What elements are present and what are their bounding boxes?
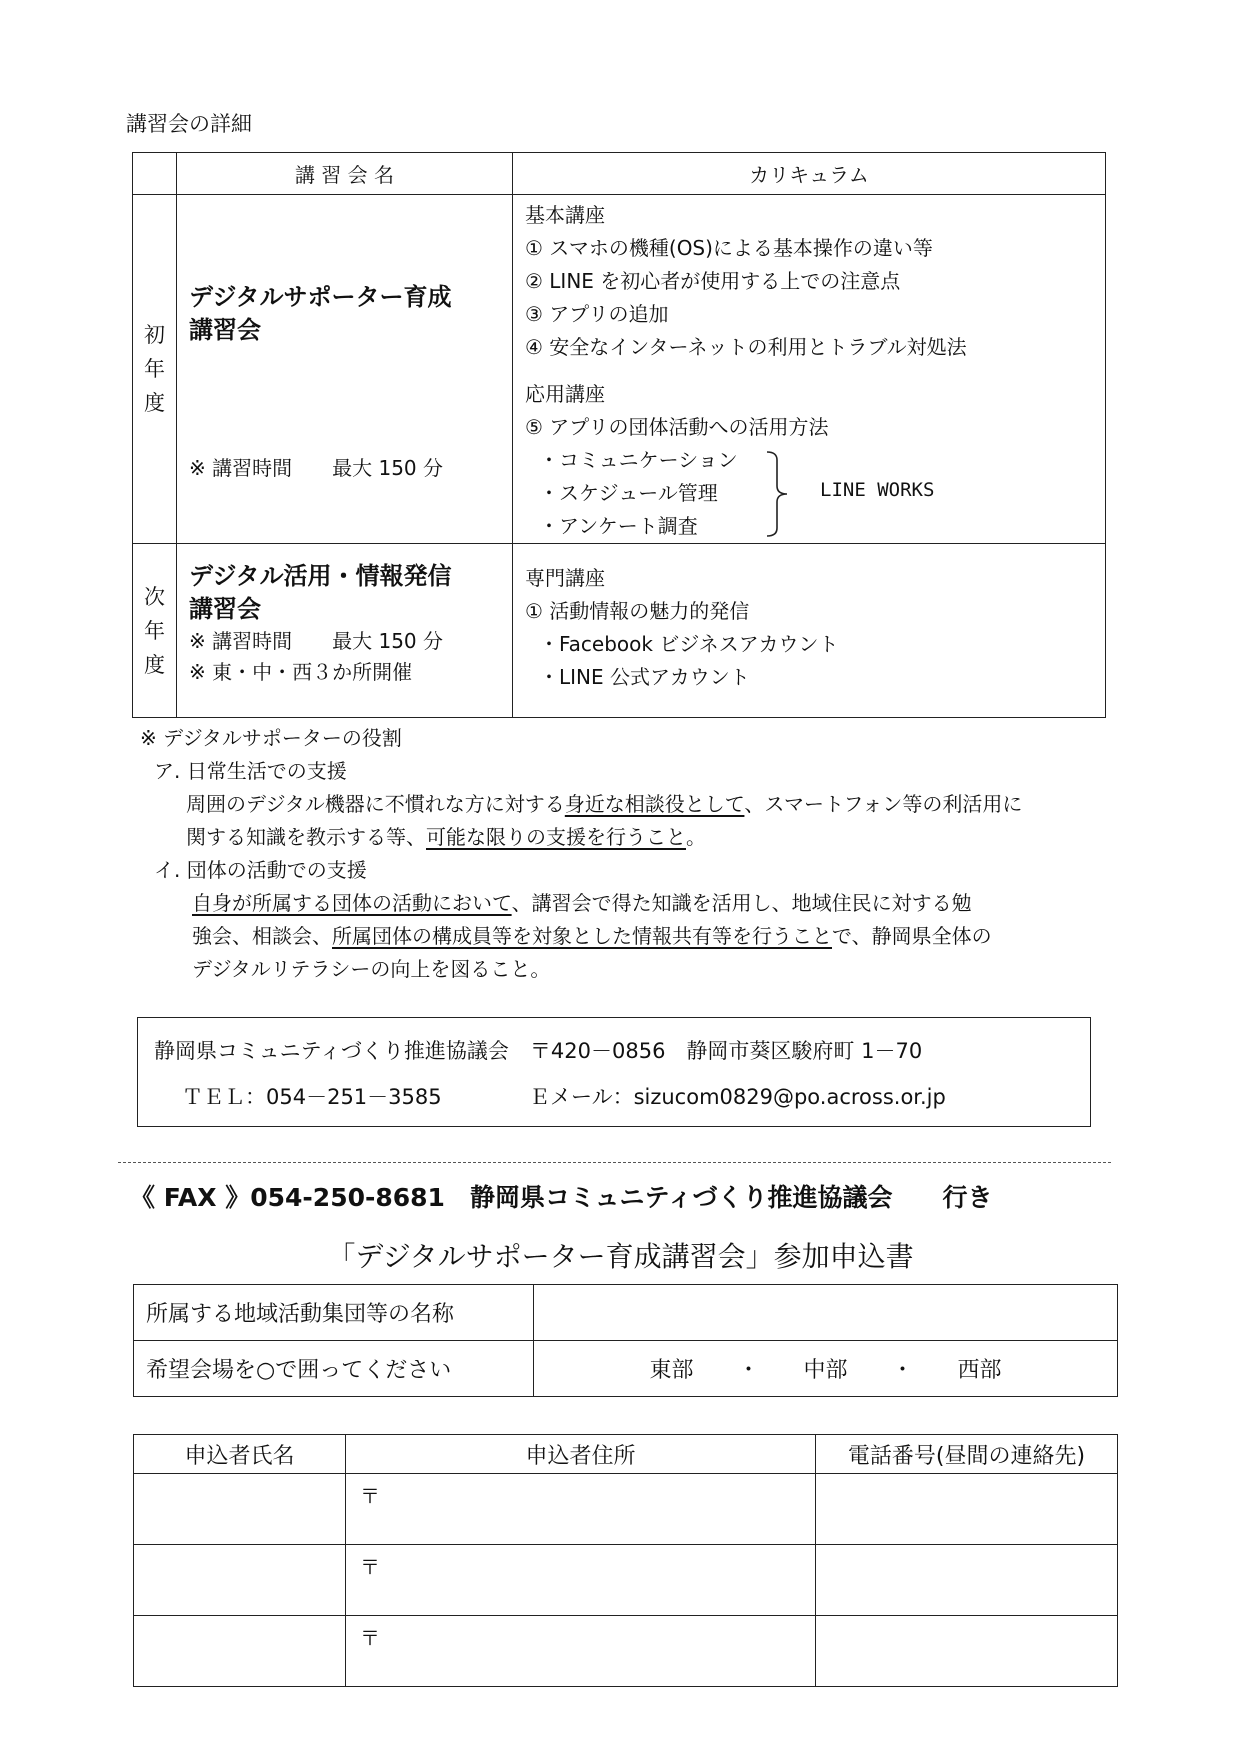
curriculum-subitem: ・コミュニケーション <box>539 448 738 472</box>
contact-email: Ｅメール：sizucom0829@po.across.or.jp <box>528 1085 946 1109</box>
applicant-name-field[interactable] <box>134 1616 346 1687</box>
course-row-year1 <box>133 195 1106 544</box>
table-row <box>134 1545 1118 1616</box>
course-row-year2 <box>133 544 1106 718</box>
org-row <box>134 1285 1118 1341</box>
role-b-text: 自身が所属する団体の活動において、講習会で得た知識を活用し、地域住民に対する勉 <box>192 891 972 915</box>
table-row <box>134 1474 1118 1545</box>
basic-course-title: 基本講座 <box>525 203 605 227</box>
applicant-address-field[interactable]: 〒 <box>346 1545 816 1616</box>
curriculum-item: ② LINE を初心者が使用する上での注意点 <box>525 269 901 293</box>
course-time-note: ※ 講習時間 最大 150 分 <box>189 456 444 480</box>
applicant-table <box>133 1434 1118 1687</box>
contact-tel-email <box>154 1074 1090 1120</box>
table-row <box>134 1616 1118 1687</box>
contact-address: 静岡県コミュニティづくり推進協議会 〒420－0856 静岡市葵区駿府町 1－70 <box>154 1039 923 1063</box>
applicant-phone-field[interactable] <box>816 1616 1118 1687</box>
course-time-note: ※ 講習時間 最大 150 分 <box>189 629 444 653</box>
application-title: 「デジタルサポーター育成講習会」参加申込書 <box>327 1240 914 1273</box>
curriculum-item: ④ 安全なインターネットの利用とトラブル対処法 <box>525 335 967 359</box>
applicant-address-field[interactable]: 〒 <box>346 1616 816 1687</box>
course-name-cell <box>177 195 513 544</box>
course-name: 講習会 <box>189 595 261 623</box>
line-works-label: LINE WORKS <box>820 479 935 501</box>
curriculum-cell <box>513 544 1106 718</box>
curriculum-item: ① スマホの機種(OS)による基本操作の違い等 <box>525 236 933 260</box>
curriculum-subitem: ・LINE 公式アカウント <box>539 665 750 689</box>
year-char: 年 <box>144 618 165 643</box>
pro-course-title: 専門講座 <box>525 566 605 590</box>
applied-course-title: 応用講座 <box>525 382 605 406</box>
cut-line <box>118 1162 1111 1163</box>
section-title: 講習会の詳細 <box>126 112 252 136</box>
role-b-title: イ. 団体の活動での支援 <box>154 858 367 882</box>
role-a-text: 周囲のデジタル機器に不慣れな方に対する身近な相談役として、スマートフォン等の利活用に <box>186 792 1023 816</box>
curriculum-item: ① 活動情報の魅力的発信 <box>525 599 750 623</box>
venue-label: 希望会場を○で囲ってください <box>134 1341 534 1397</box>
applicant-name-field[interactable] <box>134 1545 346 1616</box>
applicant-address-field[interactable]: 〒 <box>346 1474 816 1545</box>
curriculum-item: ⑤ アプリの団体活動への活用方法 <box>525 415 829 439</box>
roles-title: ※ デジタルサポーターの役割 <box>140 726 402 750</box>
year-label-next <box>133 544 177 718</box>
curly-brace-icon <box>765 448 795 540</box>
venue-row <box>134 1341 1118 1397</box>
contact-box <box>137 1017 1091 1127</box>
header-applicant-name: 申込者氏名 <box>134 1435 346 1474</box>
info-table <box>133 1284 1118 1397</box>
course-name: デジタルサポーター育成 <box>189 283 452 311</box>
role-b-text: デジタルリテラシーの向上を図ること。 <box>192 957 551 981</box>
org-field[interactable] <box>534 1285 1118 1341</box>
applicant-name-field[interactable] <box>134 1474 346 1545</box>
applicant-phone-field[interactable] <box>816 1545 1118 1616</box>
applicant-header <box>134 1435 1118 1474</box>
course-name: 講習会 <box>189 316 261 344</box>
venue-options[interactable]: 東部 ・ 中部 ・ 西部 <box>534 1341 1118 1397</box>
header-applicant-address: 申込者住所 <box>346 1435 816 1474</box>
course-name-cell <box>177 544 513 718</box>
header-curriculum: カリキュラム <box>513 153 1106 195</box>
year-label-first <box>133 195 177 544</box>
course-place-note: ※ 東・中・西３か所開催 <box>189 660 413 684</box>
curriculum-subitem: ・アンケート調査 <box>539 514 698 538</box>
contact-tel: ＴＥＬ：054－251－3585 <box>182 1085 442 1109</box>
year-char: 年 <box>144 357 165 381</box>
year-char: 度 <box>144 391 165 415</box>
curriculum-subitem: ・スケジュール管理 <box>539 481 718 505</box>
org-label: 所属する地域活動集団等の名称 <box>134 1285 534 1341</box>
curriculum-subitem: ・Facebook ビジネスアカウント <box>539 632 839 656</box>
supporter-roles <box>140 722 1022 986</box>
fax-line: 《 FAX 》054-250-8681 静岡県コミュニティづくり推進協議会 行き <box>130 1183 993 1212</box>
header-applicant-phone: 電話番号(昼間の連絡先) <box>816 1435 1118 1474</box>
role-a-text: 関する知識を教示する等、可能な限りの支援を行うこと。 <box>186 825 706 849</box>
applicant-phone-field[interactable] <box>816 1474 1118 1545</box>
year-char: 度 <box>144 652 165 677</box>
role-b-text: 強会、相談会、所属団体の構成員等を対象とした情報共有等を行うことで、静岡県全体の <box>192 924 992 948</box>
curriculum-item: ③ アプリの追加 <box>525 302 669 326</box>
role-a-title: ア. 日常生活での支援 <box>154 759 347 783</box>
curriculum-cell <box>513 195 1106 544</box>
header-blank <box>133 153 177 195</box>
course-table-header <box>133 153 1106 195</box>
course-table <box>132 152 1106 718</box>
course-name: デジタル活用・情報発信 <box>189 562 452 590</box>
line-works-group <box>525 444 1105 543</box>
year-char: 次 <box>144 584 165 609</box>
year-char: 初 <box>144 323 165 347</box>
header-course-name: 講 習 会 名 <box>177 153 513 195</box>
